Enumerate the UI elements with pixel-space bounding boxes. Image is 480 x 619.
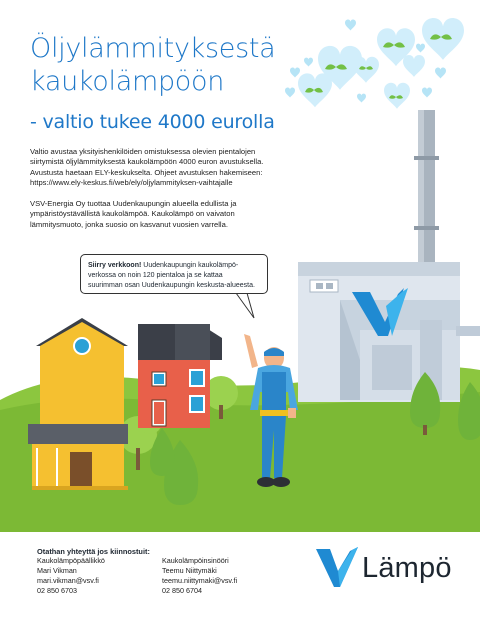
brand-name: Lämpö [362,552,452,584]
power-plant [298,262,480,402]
contact-email[interactable]: teemu.niittymaki@vsv.fi [162,576,238,585]
bubble-text: Uudenkaupungin kaukolämpö- [141,262,239,269]
page-subtitle: - valtio tukee 4000 eurolla [30,111,275,133]
v-check-logo-icon [316,547,358,587]
contact-phone[interactable]: 02 850 6703 [37,586,77,595]
contact-card-1 [37,556,105,596]
contact-card-2 [162,556,237,596]
bubble-lead: Siirry verkkoon! [88,262,142,269]
contact-role: Kaukolämpöpäällikkö [37,556,105,565]
intro-line: Valtio avustaa yksityishenkilöiden omistuksessa olevien pientalojen [30,147,256,156]
contact-email[interactable]: mari.vikman@vsv.fi [37,576,99,585]
contact-name: Teemu Niittymäki [162,566,217,575]
heart-cloud [285,18,464,109]
intro-line: siirtymistä öljylämmityksestä kaukolämpöön 4000 euron avustuksella. [30,157,264,167]
company-paragraph [30,199,290,230]
title-line-2: kaukolämpöön [30,66,225,97]
intro-paragraph [30,147,290,189]
intro-line: Avustusta haetaan ELY-keskukselta. Ohjeet avustuksen hakemiseen: [30,167,263,177]
contact-role: Kaukolämpöinsinööri [162,556,229,565]
bubble-text: suurimman osan Uudenkaupungin keskusta-alueesta. [88,282,255,289]
ely-link[interactable]: https://www.ely-keskus.fi/web/ely/oljylammityksen-vaihtajalle [30,178,233,188]
speech-bubble [80,254,268,294]
red-house [138,324,222,428]
yellow-house [28,318,128,490]
page-title [30,32,275,98]
bubble-text: verkossa on noin 120 pientaloa ja se kattaa [88,272,223,279]
title-line-1: Öljylämmityksestä [30,33,276,64]
speech-bubble-tail [236,293,254,318]
contact-heading: Otathan yhteyttä jos kiinnostuit: [37,547,150,556]
company-line: ympäristöystävällistä kaukolämpöä. Kaukolämpö on vaivaton [30,209,235,219]
company-line: VSV-Energia Oy tuottaa Uudenkaupungin alueella edullista ja [30,199,237,208]
contact-phone[interactable]: 02 850 6704 [162,586,202,595]
contact-name: Mari Vikman [37,566,77,575]
company-line: lämmitysmuoto, jonka suosio on kasvanut vuosien varrella. [30,219,228,229]
